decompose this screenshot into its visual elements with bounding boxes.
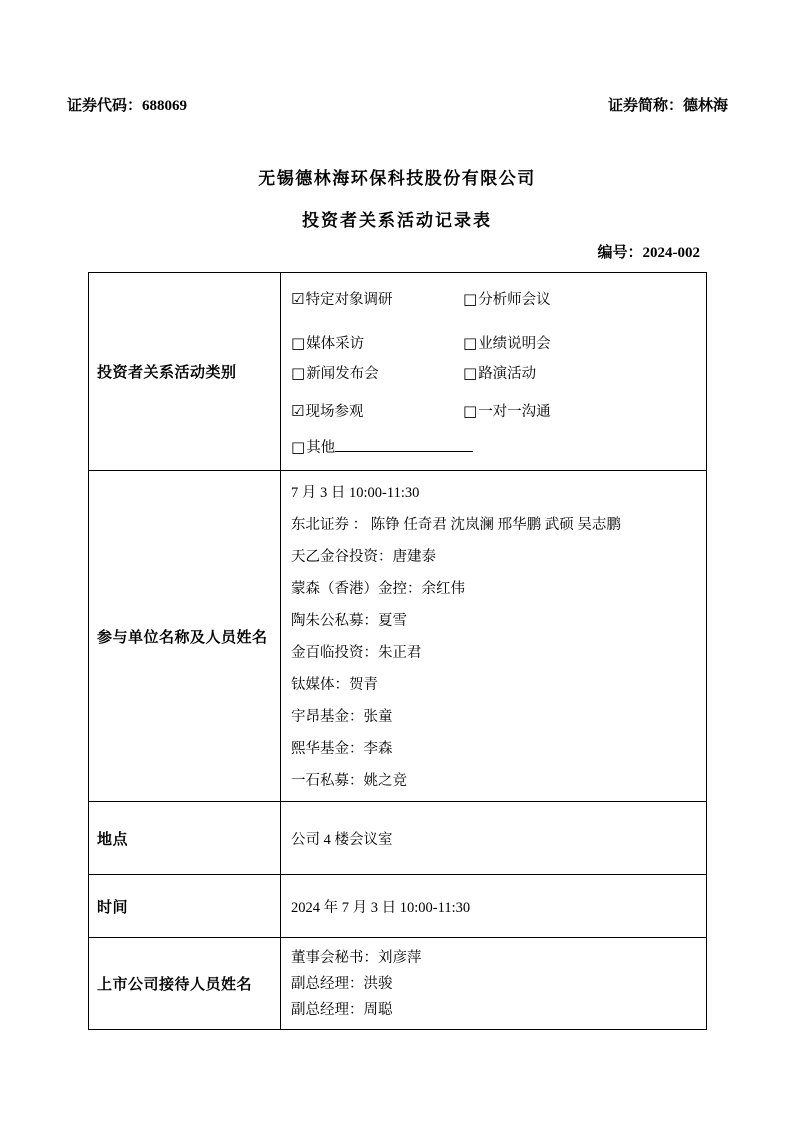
- checkbox-option-label: 一对一沟通: [478, 404, 551, 420]
- checkbox-option-media-interview: [291, 331, 463, 356]
- participant-line: 熙华基金：李森: [291, 741, 393, 757]
- participant-line: 陶朱公私募：夏雪: [291, 613, 407, 629]
- checkbox-option-label: 业绩说明会: [478, 336, 551, 352]
- row-label-activity-category: 投资者关系活动类别: [89, 273, 281, 471]
- table-row-location: [89, 802, 707, 875]
- location-value: 公司 4 楼会议室: [291, 831, 393, 848]
- participant-line: 一石私募：姚之竞: [291, 773, 407, 789]
- checkbox-option-analyst-meeting: [463, 287, 551, 312]
- checkbox-unchecked-icon: □: [463, 290, 478, 308]
- record-table: [88, 272, 707, 1030]
- stock-code: 证券代码：688069: [67, 98, 188, 114]
- participant-line: 蒙森（香港）金控：余红伟: [291, 581, 465, 597]
- checkbox-line: [291, 435, 700, 460]
- checkbox-option-label: 特定对象调研: [305, 292, 393, 308]
- row-label-time: 时间: [89, 875, 281, 938]
- participant-line: 东北证券 ： 陈铮 任奇君 沈岚澜 邢华鹏 武硕 吴志鹏: [291, 517, 621, 533]
- row-label-participants: 参与单位名称及人员姓名: [89, 471, 281, 802]
- table-row-reception-staff: [89, 938, 707, 1030]
- securities-header: [67, 94, 728, 115]
- checkbox-option-label: 路演活动: [478, 366, 537, 382]
- time-value: 2024 年 7 月 3 日 10:00-11:30: [291, 899, 471, 916]
- checkbox-unchecked-icon: □: [291, 364, 306, 382]
- other-blank-underline: [335, 439, 473, 452]
- checkbox-option-label: 分析师会议: [478, 292, 551, 308]
- checkbox-option-press-conference: [291, 361, 463, 386]
- table-row-participants: [89, 471, 707, 802]
- checkbox-option-label: 媒体采访: [306, 336, 365, 352]
- document-title: 投资者关系活动记录表: [302, 211, 492, 230]
- checkbox-option-earnings-briefing: [463, 331, 551, 356]
- checkbox-checked-icon: ☑: [291, 290, 305, 308]
- participant-line: 金百临投资：朱正君: [291, 645, 422, 661]
- activity-options-cell: [281, 273, 707, 471]
- checkbox-option-roadshow: [463, 361, 536, 386]
- reception-staff-line: 副总经理：周聪: [291, 1001, 393, 1018]
- checkbox-unchecked-icon: □: [291, 438, 306, 456]
- checkbox-unchecked-icon: □: [291, 334, 306, 352]
- reception-staff-line: 副总经理：洪骏: [291, 975, 393, 992]
- checkbox-option-label: 新闻发布会: [306, 366, 379, 382]
- participant-line: 宇昂基金：张童: [291, 709, 393, 725]
- row-label-location: 地点: [89, 802, 281, 875]
- time-cell: [281, 875, 707, 938]
- checkbox-line: [291, 287, 700, 312]
- checkbox-option-one-on-one: [463, 399, 551, 424]
- checkbox-option-other: [291, 435, 335, 460]
- table-row-time: [89, 875, 707, 938]
- checkbox-option-label: 现场参观: [305, 404, 364, 420]
- participant-line: 7 月 3 日 10:00-11:30: [291, 485, 420, 501]
- checkbox-unchecked-icon: □: [463, 402, 478, 420]
- reception-staff-cell: [281, 938, 707, 1030]
- reception-staff-line: 董事会秘书：刘彦萍: [291, 949, 422, 966]
- checkbox-option-site-visit: [291, 399, 463, 424]
- stock-abbr: 证券简称：德林海: [607, 98, 728, 114]
- row-label-reception-staff: 上市公司接待人员姓名: [89, 938, 281, 1030]
- checkbox-line: [291, 399, 700, 424]
- participants-cell: [281, 471, 707, 802]
- table-row-activity-category: [89, 273, 707, 471]
- checkbox-checked-icon: ☑: [291, 402, 305, 420]
- checkbox-line: [291, 361, 700, 386]
- checkbox-line: [291, 331, 700, 356]
- document-number: 编号：2024-002: [597, 245, 700, 261]
- checkbox-unchecked-icon: □: [463, 364, 478, 382]
- participant-line: 钛媒体：贺青: [291, 677, 378, 693]
- company-name-title: 无锡德林海环保科技股份有限公司: [258, 169, 536, 188]
- location-cell: [281, 802, 707, 875]
- checkbox-option-specific-research: [291, 287, 463, 312]
- checkbox-unchecked-icon: □: [463, 334, 478, 352]
- participant-line: 天乙金谷投资：唐建泰: [291, 549, 436, 565]
- checkbox-option-label: 其他: [306, 440, 336, 456]
